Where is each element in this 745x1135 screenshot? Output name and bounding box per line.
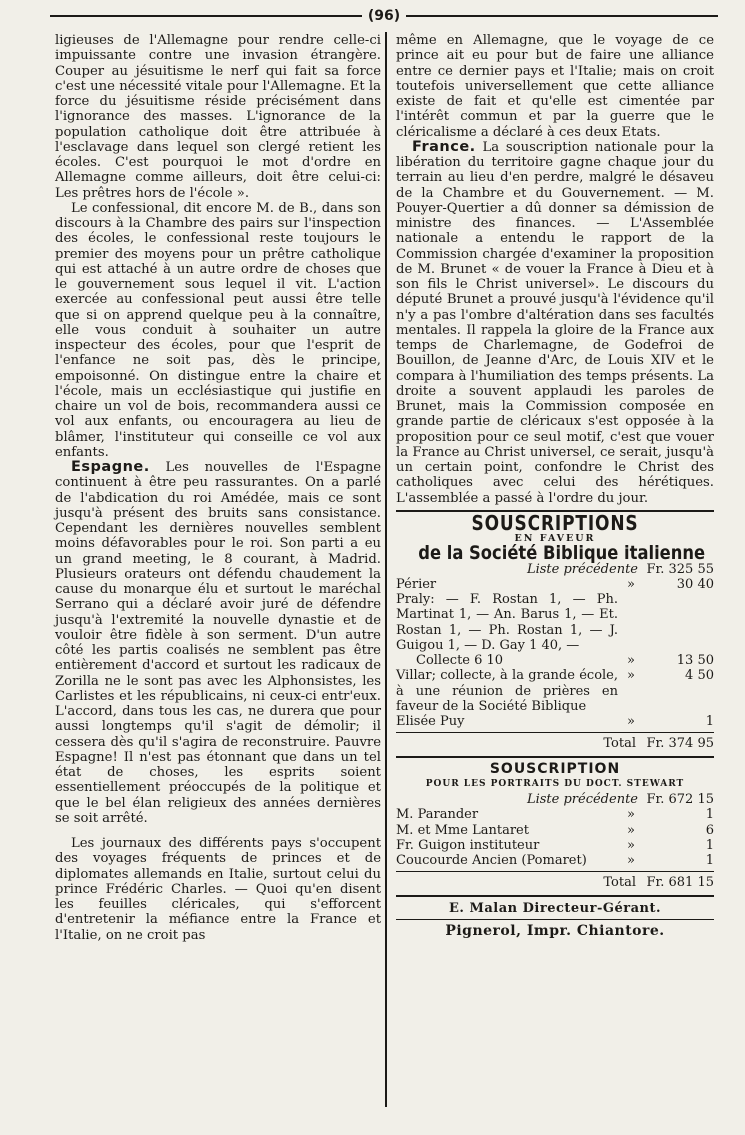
subscription2-subtitle: POUR LES PORTRAITS DU DOCT. STEWART xyxy=(425,778,685,789)
page-number: (96) xyxy=(367,8,401,24)
list-item: Périer » 30 40 xyxy=(396,576,714,592)
list-item: Praly: — F. Rostan 1, — Ph. Martinat 1, — An. Barus 1, — Et. Rostan 1, — Ph. Rostan 1, — J. Guigou 1, — D. Gay 1 40, — xyxy=(396,592,618,653)
header-rule-left xyxy=(50,15,362,17)
left-column xyxy=(55,33,381,943)
subscription-title: SOUSCRIPTIONS xyxy=(471,510,639,535)
subscription2-previous-row xyxy=(396,792,714,807)
subscription-subtitle: EN FAVEUR xyxy=(514,533,596,544)
list-item: M. Parander » 1 xyxy=(396,807,714,823)
previous-list-amount: Fr. 672 15 xyxy=(646,792,714,807)
section-lead-france: France. xyxy=(412,138,476,155)
right-paragraph-1: même en Allemagne, que le voyage de ce prince ait eu pour but de faire une alliance entre ce dernier pays et l'Italie; mais on croit toutefois universellement que cette alliance existe de fait et qu'elle est cimentée par l'intérêt commun et par la guerre que le cléricalisme a déclaré à ces deux Etats. xyxy=(396,33,714,140)
left-paragraph-3-text: Les nouvelles de l'Espagne continuent à être peu rassurantes. On a parlé de l'abdication du roi Amédée, mais ce sont jusqu'à présent des bruits sans consistance. Cependant les dernières nouvelles semblent moins défavorables pour le roi. Son parti a eu un grand meeting, le 8 courant, à Madrid. Plusieurs orateurs ont défendu chaudement la cause du monarque élu et surtout le maréchal Serrano qui a déclaré avoir juré de défendre jusqu'à l'extremité la nouvelle dynastie et de vouloir être fidèle à son serment. D'un autre côté les partis coalisés ne semblent pas être entièrement d'accord et surtout les radicaux de Zorilla ne le sont pas avec les Alphonsistes, les Carlistes et les républicains, ni ceux-ci entr'eux. L'accord, dans tous les cas, ne durera que pour aussi longtemps qu'il s'agit de démolir; il cessera dès qu'il s'agira de reconstruire. Pauvre Espagne! Il n'est pas étonnant que dans un tel état de choses, les esprits soient essentiellement préoccupés de la politique et que le bel élan religieux des années dernières se soit arrêté. xyxy=(55,460,381,826)
left-paragraph-2: Le confessional, dit encore M. de B., dans son discours à la Chambre des pairs sur l'inspection des écoles, le confessional reste toujours le premier des moyens pour un prêtre catholique qui est attaché à un autre ordre de choses que le gouvernement sous lequel il vit. L'action exercée au confessional peut aussi être telle que si on apprend quelque peu à la connaître, elle vous conduit à souhaiter un autre inspecteur des écoles, pour que l'esprit de l'enfance ne soit pas, dès le principe, empoisonné. On distingue entre la chaire et l'école, mais un ecclésiastique qui justifie en chaire un vol de bois, recommandera aussi ce vol aux enfants, ou encouragera au lieu de blâmer, l'instituteur qui conseille ce vol aux enfants. xyxy=(55,200,381,460)
printer-line: Pignerol, Impr. Chiantore. xyxy=(445,922,665,939)
footer-rule-middle xyxy=(396,919,714,920)
subscription-title-2: de la Société Biblique italienne xyxy=(418,542,706,565)
list-item: Fr. Guigon instituteur » 1 xyxy=(396,837,714,853)
previous-list-label: Liste précédente xyxy=(526,792,638,807)
list-item: Collecte 6 10 » 13 50 xyxy=(416,653,714,668)
right-paragraph-2-text: La souscription nationale pour la libération du territoire gagne chaque jour du terrain au lieu d'en perdre, malgré le désaveu de la Chambre et du Gouvernement. — M. Pouyer-Quertier a dû donner sa démission de ministre des finances. — L'Assemblée nationale a entendu le rapport de la Commission chargée d'examiner la proposition de M. Brunet « de vouer la France à Dieu et à son fils le Christ universel». Le discours du député Brunet a prouvé jusqu'à l'évidence qu'il n'y a pas l'ombre d'altération dans ses facultés mentales. Il rappela la gloire de la France aux temps de Charlemagne, de Godefroi de Bouillon, de Jeanne d'Arc, de Louis XIV et le compara à l'humiliation des temps présents. La droite a souvent applaudi les paroles de Brunet, mais la Commission composée en grande partie de cléricaux s'est opposée à la proposition pour ce seul motif, c'est que vouer la France au Christ universel, ce serait, jusqu'à un certain point, confondre le Christ des catholiques avec celui des hérétiques. L'assemblée a passé à l'ordre du jour. xyxy=(396,139,714,506)
list-item: M. et Mme Lantaret » 6 xyxy=(396,822,714,838)
subscription2-total-row xyxy=(396,871,714,890)
footer-rule-top xyxy=(396,895,714,897)
subscription-total-row xyxy=(396,732,714,751)
subscription2-title: SOUSCRIPTION xyxy=(489,760,621,777)
subscription-box-1 xyxy=(396,510,714,758)
page-header xyxy=(50,6,718,26)
right-paragraph-2 xyxy=(396,140,714,506)
total-amount: Fr. 681 15 xyxy=(646,875,714,891)
list-item: Villar; collecte, à la grande école, à une réunion de prières en faveur de la Société Biblique » 4 50 xyxy=(396,668,714,714)
header-rule-right xyxy=(406,15,718,17)
previous-list-amount: Fr. 325 55 xyxy=(646,561,714,577)
left-paragraph-3 xyxy=(55,460,381,826)
subscription-box-2 xyxy=(396,762,714,940)
previous-list-label: Liste précédente xyxy=(526,561,638,577)
list-item: Elisée Puy » 1 xyxy=(396,714,714,729)
section-lead-espagne: Espagne. xyxy=(71,459,150,475)
total-amount: Fr. 374 95 xyxy=(646,736,714,752)
left-paragraph-4: Les journaux des différents pays s'occupent des voyages fréquents de princes et de diplomates allemands en Italie, surtout celui du prince Frédéric Charles. — Quoi qu'en disent les feuilles cléricales, qui s'efforcent d'entretenir la méfiance entre la France et l'Italie, on ne croit pas xyxy=(55,836,381,943)
column-divider xyxy=(385,32,387,1107)
total-label: Total xyxy=(603,736,636,752)
list-item: Coucourde Ancien (Pomaret) » 1 xyxy=(396,853,714,868)
right-column xyxy=(396,33,714,939)
subscription-rule-bottom xyxy=(396,756,714,758)
total-label: Total xyxy=(603,875,636,891)
left-paragraph-1: ligieuses de l'Allemagne pour rendre celle-ci impuissante contre une invasion étrangère. Couper au jésuitisme le nerf qui fait sa force c'est une nécessité vitale pour l'Allemagne. Et la force du jésuitisme réside précisément dans l'ignorance des masses. L'ignorance de la population catholique doit être attribuée à l'esclavage dans lequel son clergé retient les écoles. C'est pourquoi le mot d'ordre en Allemagne comme ailleurs, doit être celui-ci: Les prêtres hors de l'école ». xyxy=(55,33,381,201)
editor-line: E. Malan Directeur-Gérant. xyxy=(449,900,661,916)
subscription-rows xyxy=(396,577,714,730)
